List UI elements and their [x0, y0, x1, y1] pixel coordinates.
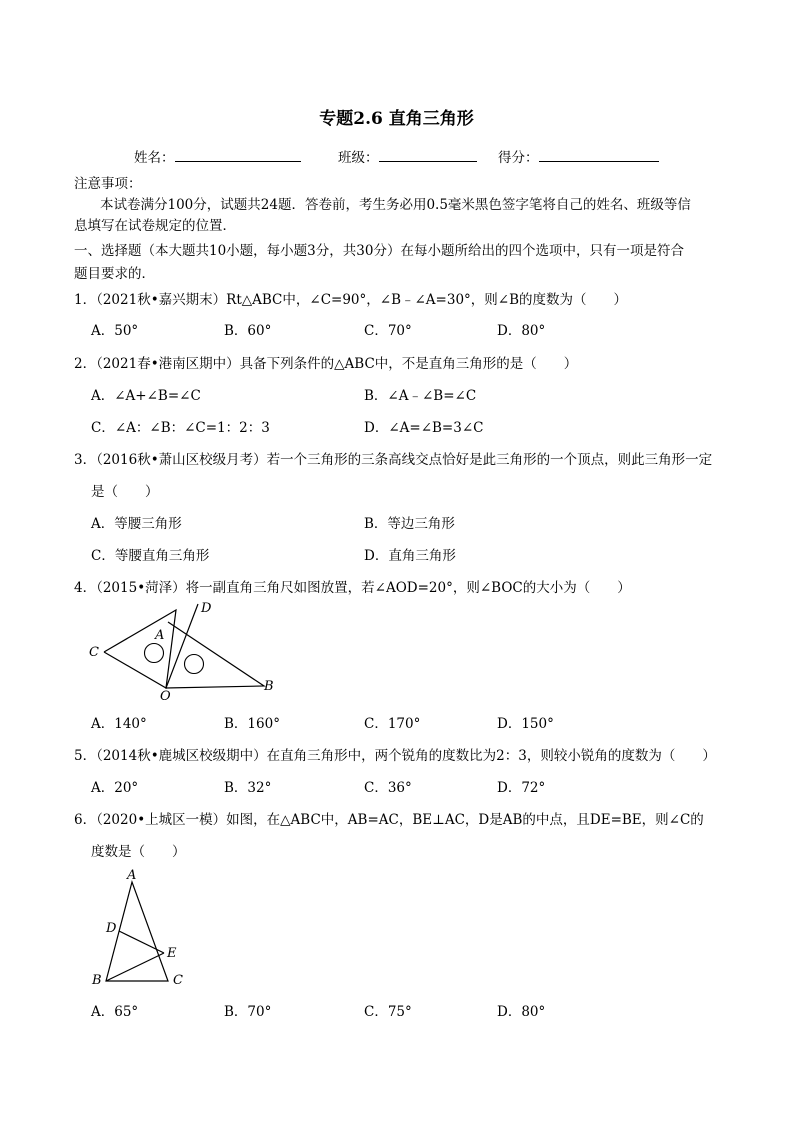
q6-option-d[interactable]: D．80° — [497, 1004, 546, 1020]
q5-option-c[interactable]: C．36° — [364, 780, 412, 796]
q6-label-c: C — [173, 973, 183, 988]
q3-option-d[interactable]: D．直角三角形 — [364, 548, 456, 564]
question-5-stem: 5．（2014秋•鹿城区校级期中）在直角三角形中，两个锐角的度数比为2：3，则较小锐角的度数为（ ） — [74, 748, 716, 764]
question-1-stem: 1．（2021秋•嘉兴期末）Rt△ABC中，∠C=90°，∠B﹣∠A=30°，则∠B的度数为（ ） — [74, 292, 628, 308]
q4-figure-set-squares — [84, 596, 284, 706]
q6-label-d: D — [106, 921, 117, 936]
q4-label-a: A — [155, 628, 165, 643]
q2-option-d[interactable]: D．∠A=∠B=3∠C — [364, 420, 484, 436]
question-4-stem: 4．（2015•菏泽）将一副直角三角尺如图放置，若∠AOD=20°，则∠BOC的大小为（ ） — [74, 580, 631, 596]
question-3-stem: 3．（2016秋•萧山区校级月考）若一个三角形的三条高线交点恰好是此三角形的一个顶点，则此三角形一定 — [74, 452, 713, 468]
q1-option-d[interactable]: D．80° — [497, 323, 546, 339]
q6-option-a[interactable]: A．65° — [91, 1004, 139, 1020]
q4-option-a[interactable]: A．140° — [91, 716, 147, 732]
question-3-stem-cont: 是（ ） — [91, 484, 159, 500]
q5-option-a[interactable]: A．20° — [91, 780, 139, 796]
q4-label-o: O — [160, 689, 171, 704]
q1-option-c[interactable]: C．70° — [364, 323, 412, 339]
q3-option-a[interactable]: A．等腰三角形 — [91, 516, 182, 532]
q4-option-c[interactable]: C．170° — [364, 716, 421, 732]
question-2-stem: 2．（2021春•港南区期中）具备下列条件的△ABC中，不是直角三角形的是（ ） — [74, 356, 578, 372]
q4-option-d[interactable]: D．150° — [497, 716, 554, 732]
q1-option-b[interactable]: B．60° — [224, 323, 272, 339]
q4-triangle-cao — [104, 610, 176, 688]
score-field-label: 得分： — [498, 146, 659, 166]
q6-label-b: B — [92, 973, 102, 988]
class-field-label: 班级： — [338, 146, 477, 166]
q4-option-b[interactable]: B．160° — [224, 716, 280, 732]
section-heading-line-1: 一、选择题（本大题共10小题，每小题3分，共30分）在每小题所给出的四个选项中，只有一项是符合 — [74, 243, 684, 259]
question-6-stem-cont: 度数是（ ） — [91, 844, 186, 860]
class-underline — [379, 149, 477, 162]
q3-option-c[interactable]: C．等腰直角三角形 — [91, 548, 210, 564]
q4-triangle-dob — [166, 604, 264, 688]
q2-option-a[interactable]: A．∠A+∠B=∠C — [91, 388, 201, 404]
score-underline — [539, 149, 659, 162]
q2-option-c[interactable]: C．∠A：∠B：∠C=1：2：3 — [91, 420, 270, 436]
q4-hole-left — [145, 644, 164, 663]
q3-option-b[interactable]: B．等边三角形 — [364, 516, 455, 532]
q4-hole-right — [185, 655, 204, 674]
notice-line-2: 息填写在试卷规定的位置． — [74, 218, 236, 234]
name-underline — [175, 149, 301, 162]
q2-option-b[interactable]: B．∠A﹣∠B=∠C — [364, 388, 477, 404]
q6-label-e: E — [167, 946, 177, 961]
name-field-label: 姓名： — [134, 146, 301, 166]
q6-figure-triangle — [88, 864, 198, 994]
q1-option-a[interactable]: A．50° — [91, 323, 139, 339]
q6-segment-be — [106, 953, 164, 981]
q4-label-d: D — [201, 601, 212, 616]
page-title: 专题2.6 直角三角形 — [319, 109, 474, 129]
q4-label-b: B — [264, 679, 274, 694]
q6-segment-de — [119, 931, 164, 953]
notice-line-1: 本试卷满分100分，试题共24题．答卷前，考生务必用0.5毫米黑色签字笔将自己的姓名、班级等信 — [100, 197, 691, 213]
q4-label-c: C — [89, 645, 99, 660]
q5-option-d[interactable]: D．72° — [497, 780, 546, 796]
q6-label-a: A — [127, 868, 137, 883]
q6-option-b[interactable]: B．70° — [224, 1004, 272, 1020]
question-6-stem: 6．（2020•上城区一模）如图，在△ABC中，AB=AC，BE⊥AC，D是AB的中点，且DE=BE，则∠C的 — [74, 812, 704, 828]
q6-option-c[interactable]: C．75° — [364, 1004, 412, 1020]
notice-heading: 注意事项： — [74, 176, 142, 192]
q5-option-b[interactable]: B．32° — [224, 780, 272, 796]
section-heading-line-2: 题目要求的． — [74, 266, 155, 282]
